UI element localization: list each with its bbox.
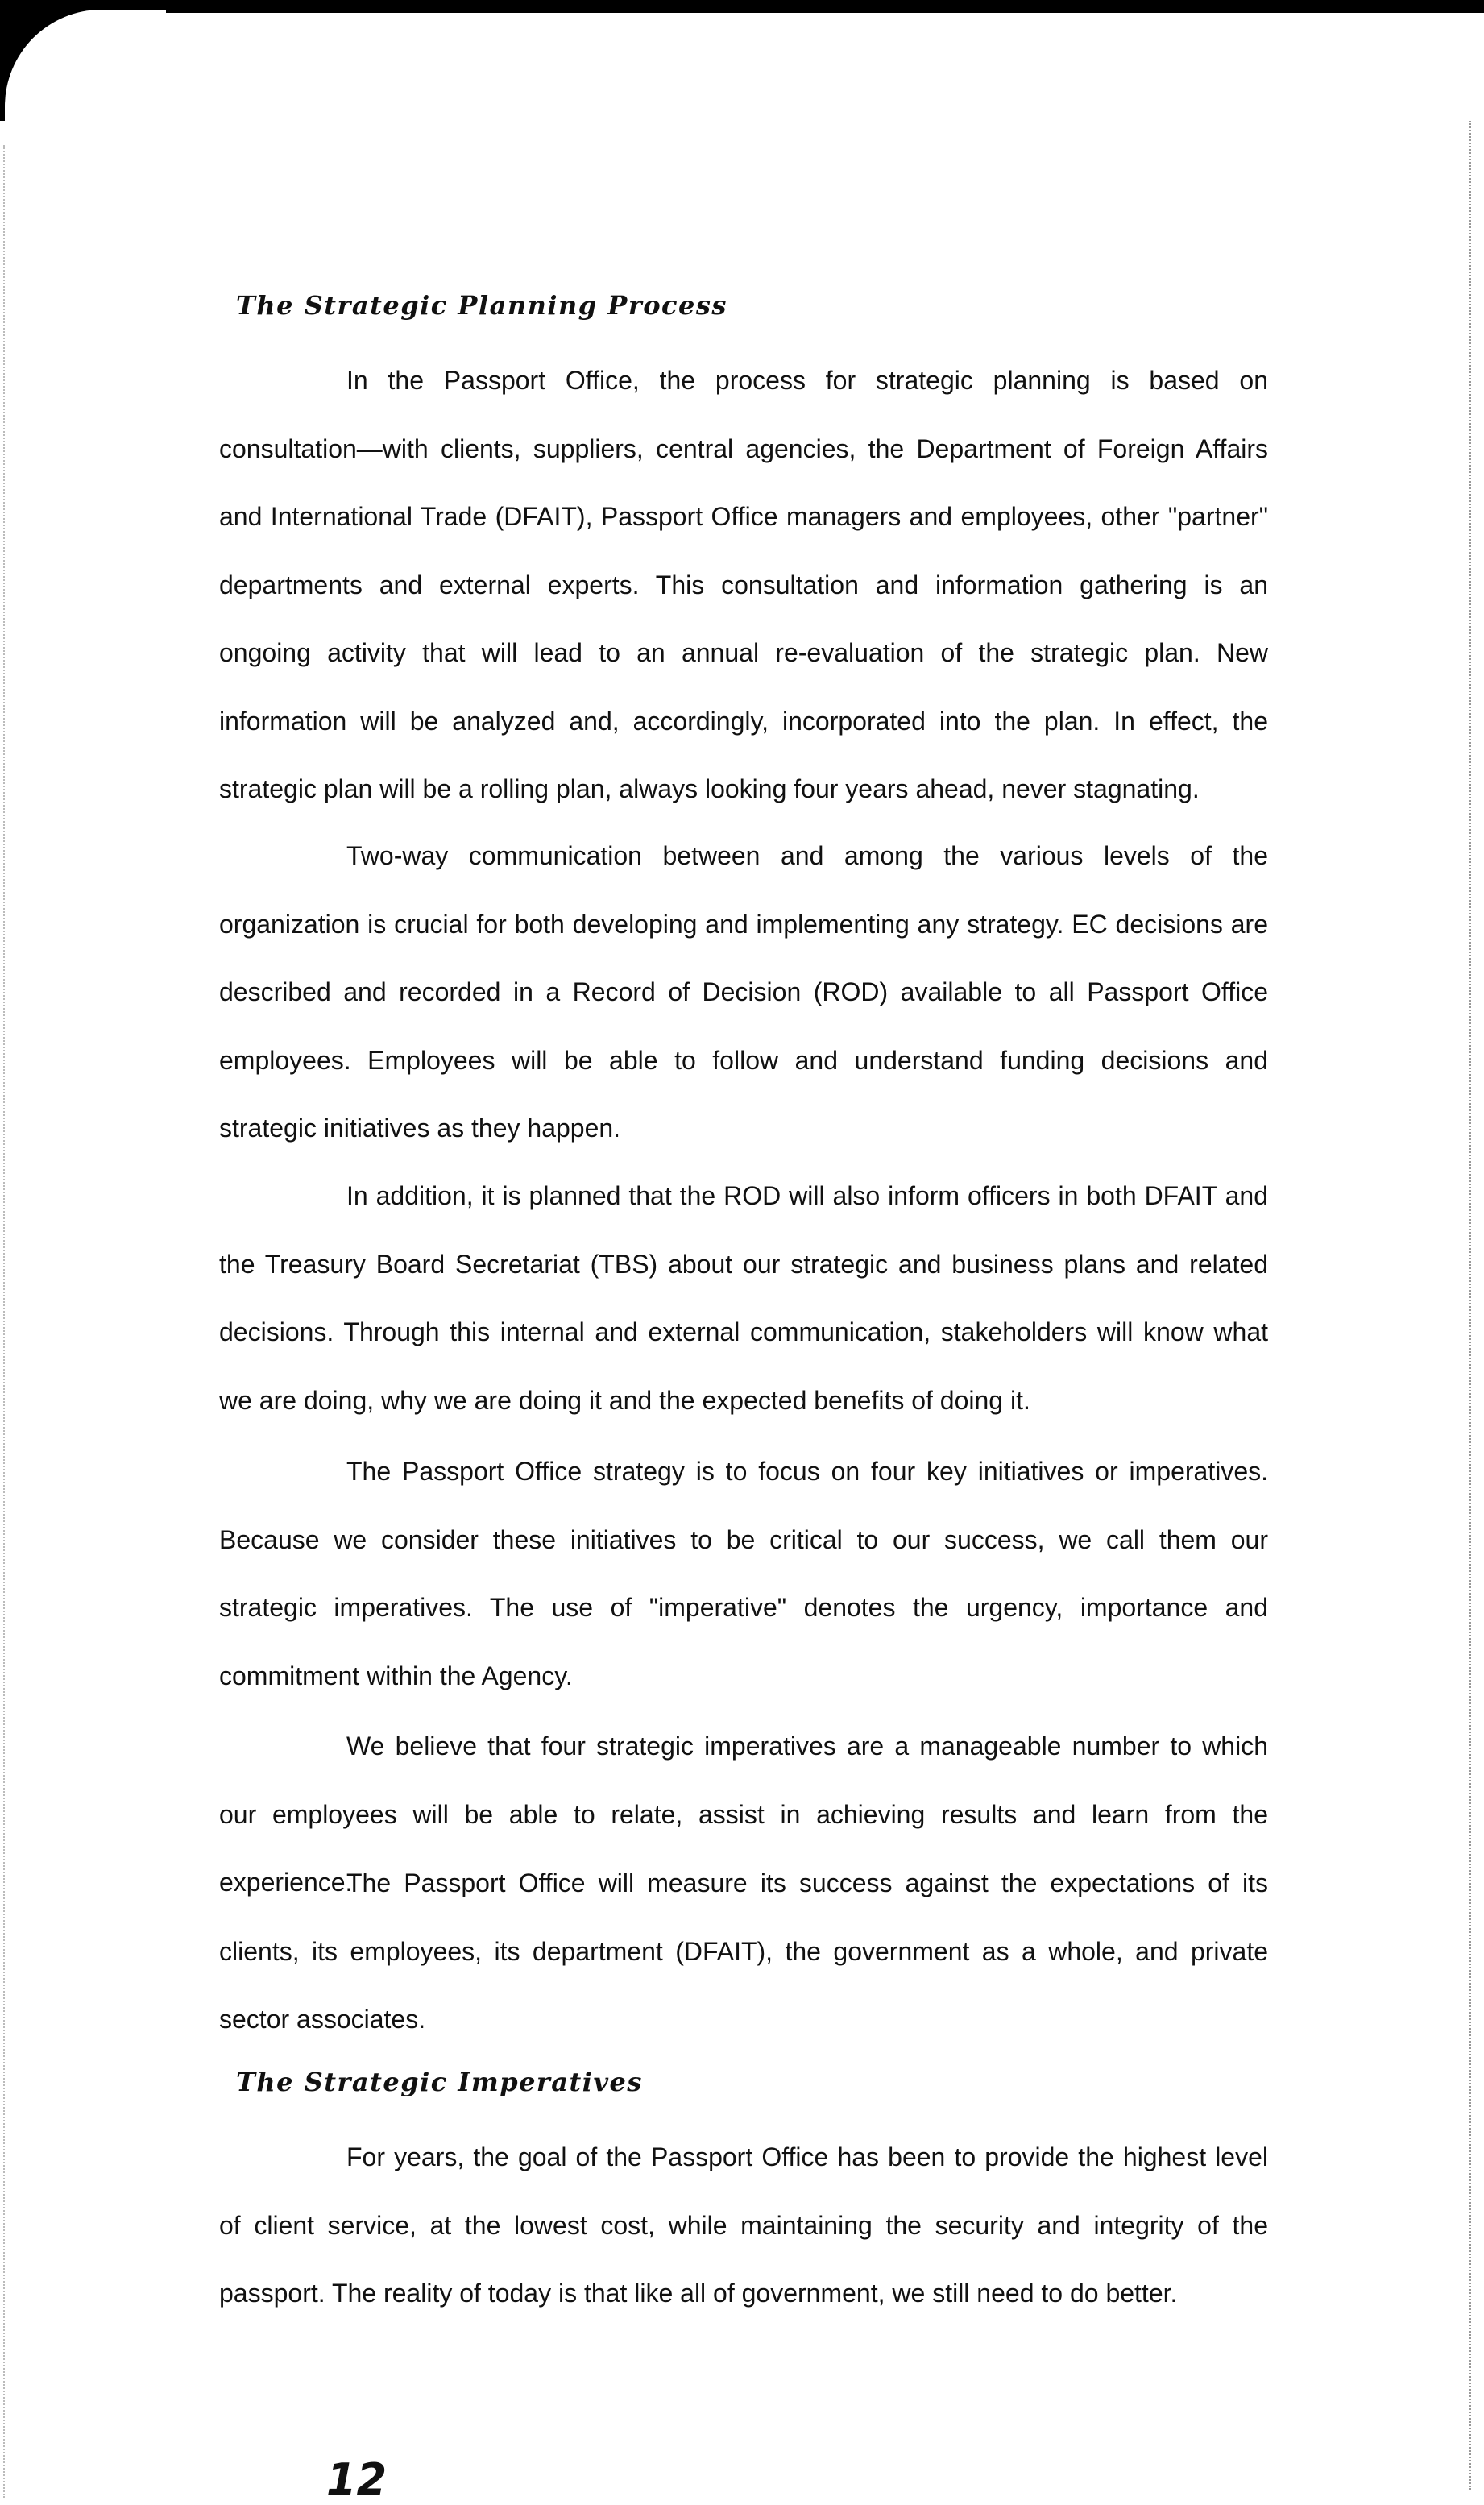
paragraph-consultation: In the Passport Office, the process for strategic planning is based on consultation—with clients, suppliers, central agencies, the Department of Foreign Affairs and International Trade (DFAIT), Passport Office managers and employees, other "partner" departments and external experts. This consultation and information gathering is an ongoing activity that will lead to an annual re-evaluation of the strategic plan. New information will be analyzed and, accordingly, incorporated into the plan. In effect, the strategic plan will be a rolling plan, always looking four years ahead, never stagnating. [219, 366, 1268, 803]
page-number: 12 [326, 2454, 388, 2505]
paragraph-goal: For years, the goal of the Passport Office has been to provide the highest level of client service, at the lowest cost, while maintaining the security and integrity of the passport. The reality of today is that like all of government, we still need to do better. [219, 2142, 1268, 2308]
paragraph-measure-success: The Passport Office will measure its success against the expectations of its clients, its employees, its department (DFAIT), the government as a whole, and private sector associates. [219, 1868, 1268, 2034]
paragraph-strategy-focus: The Passport Office strategy is to focus on four key initiatives or imperatives. Because we consider these initiatives to be critical to our success, we call them our strategic imperatives. The use of "imperative" denotes the urgency, importance and commitment within the Agency. [219, 1457, 1268, 1690]
paragraph-manageable-number: We believe that four strategic imperatives are a manageable number to which our employees will be able to relate, assist in achieving results and learn from the experience. [219, 1732, 1268, 1897]
paragraph-two-way-communication: Two-way communication between and among the various levels of the organization is crucial for both developing and implementing any strategy. EC decisions are described and recorded in a Record of Decision (ROD) available to all Passport Office employees. Employees will be able to follow and understand funding decisions and strategic initiatives as they happen. [219, 841, 1268, 1143]
section-heading-strategic-imperatives: The Strategic Imperatives [236, 2067, 643, 2097]
paragraph-rod-inform: In addition, it is planned that the ROD will also inform officers in both DFAIT and the Treasury Board Secretariat (TBS) about our strategic and business plans and related decisions. Through this internal and external communication, stakeholders will know what we are doing, why we are doing it and the expected benefits of doing it. [219, 1181, 1268, 1415]
section-heading-strategic-planning-process: The Strategic Planning Process [236, 290, 727, 321]
